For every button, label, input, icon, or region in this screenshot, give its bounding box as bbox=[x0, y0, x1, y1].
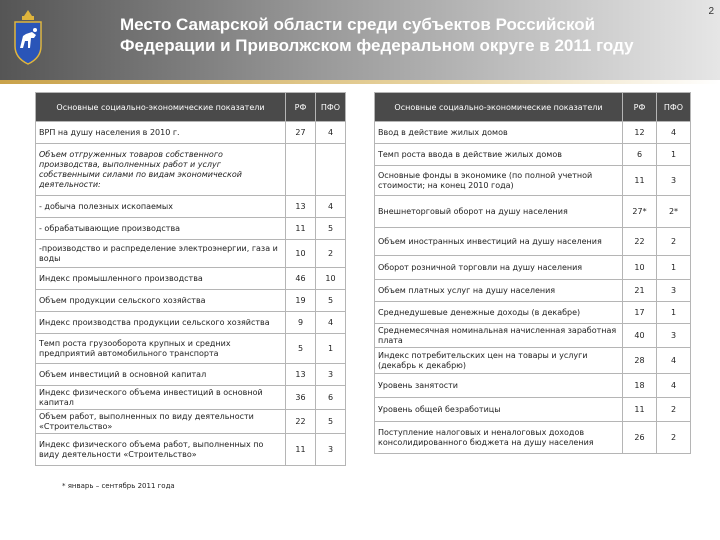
rf-rank: 17 bbox=[623, 302, 657, 324]
rf-rank: 13 bbox=[286, 196, 316, 218]
row-label: Основные фонды в экономике (по полной учетной стоимости; на конец 2010 года) bbox=[375, 166, 623, 196]
rf-rank: 11 bbox=[623, 166, 657, 196]
pfo-rank: 1 bbox=[316, 334, 346, 364]
row-label: Внешнеторговый оборот на душу населения bbox=[375, 196, 623, 228]
rf-rank: 27* bbox=[623, 196, 657, 228]
table-row bbox=[36, 434, 346, 466]
pfo-rank: 10 bbox=[316, 268, 346, 290]
row-label: Объем продукции сельского хозяйства bbox=[36, 290, 286, 312]
table-row bbox=[36, 196, 346, 218]
pfo-rank: 3 bbox=[316, 364, 346, 386]
rf-rank: 11 bbox=[286, 218, 316, 240]
rf-rank: 5 bbox=[286, 334, 316, 364]
table-row bbox=[36, 240, 346, 268]
rf-rank: 9 bbox=[286, 312, 316, 334]
row-label: Уровень общей безработицы bbox=[375, 398, 623, 422]
left-col-header-pfo: ПФО bbox=[316, 93, 346, 122]
row-label: Поступление налоговых и неналоговых доходов консолидированного бюджета на душу населения bbox=[375, 422, 623, 454]
row-label: - добыча полезных ископаемых bbox=[36, 196, 286, 218]
rf-rank: 46 bbox=[286, 268, 316, 290]
rf-rank: 22 bbox=[623, 228, 657, 256]
pfo-rank: 5 bbox=[316, 410, 346, 434]
pfo-rank: 2 bbox=[657, 422, 691, 454]
rf-rank: 22 bbox=[286, 410, 316, 434]
rf-rank: 28 bbox=[623, 348, 657, 374]
pfo-rank: 4 bbox=[316, 122, 346, 144]
rf-rank: 11 bbox=[286, 434, 316, 466]
rf-rank: 10 bbox=[623, 256, 657, 280]
row-label: Среднедушевые денежные доходы (в декабре) bbox=[375, 302, 623, 324]
table-row bbox=[36, 290, 346, 312]
pfo-rank: 2 bbox=[657, 228, 691, 256]
row-label: Индекс потребительских цен на товары и услуги (декабрь к декабрю) bbox=[375, 348, 623, 374]
rf-rank: 19 bbox=[286, 290, 316, 312]
rf-rank: 12 bbox=[623, 122, 657, 144]
pfo-rank: 3 bbox=[316, 434, 346, 466]
table-row bbox=[36, 122, 346, 144]
table-row bbox=[36, 410, 346, 434]
table-row bbox=[375, 228, 691, 256]
pfo-rank: 1 bbox=[657, 256, 691, 280]
pfo-rank: 2 bbox=[657, 398, 691, 422]
region-emblem-icon bbox=[10, 8, 46, 66]
rf-rank: 27 bbox=[286, 122, 316, 144]
row-label: Индекс производства продукции сельского хозяйства bbox=[36, 312, 286, 334]
row-label: Объем иностранных инвестиций на душу населения bbox=[375, 228, 623, 256]
title-line-1: Место Самарской области среди субъектов Российской bbox=[120, 15, 596, 34]
left-col-header-rf: РФ bbox=[286, 93, 316, 122]
table-row bbox=[36, 218, 346, 240]
row-label: Индекс физического объема работ, выполненных по виду деятельности «Строительство» bbox=[36, 434, 286, 466]
table-row bbox=[36, 386, 346, 410]
row-label: Индекс физического объема инвестиций в основной капитал bbox=[36, 386, 286, 410]
row-label: Среднемесячная номинальная начисленная заработная плата bbox=[375, 324, 623, 348]
row-label: Объем платных услуг на душу населения bbox=[375, 280, 623, 302]
row-label: Темп роста ввода в действие жилых домов bbox=[375, 144, 623, 166]
row-label: Объем работ, выполненных по виду деятельности «Строительство» bbox=[36, 410, 286, 434]
pfo-rank bbox=[316, 144, 346, 196]
left-col-header-indicators: Основные социально-экономические показатели bbox=[36, 93, 286, 122]
table-row bbox=[375, 374, 691, 398]
pfo-rank: 5 bbox=[316, 290, 346, 312]
page-title bbox=[120, 14, 680, 56]
rf-rank: 36 bbox=[286, 386, 316, 410]
left-indicators-table bbox=[35, 92, 346, 466]
right-col-header-indicators: Основные социально-экономические показатели bbox=[375, 93, 623, 122]
table-row bbox=[375, 398, 691, 422]
rf-rank: 10 bbox=[286, 240, 316, 268]
rf-rank: 40 bbox=[623, 324, 657, 348]
table-row bbox=[36, 364, 346, 386]
rf-rank: 13 bbox=[286, 364, 316, 386]
row-label: -производство и распределение электроэнергии, газа и воды bbox=[36, 240, 286, 268]
pfo-rank: 6 bbox=[316, 386, 346, 410]
right-col-header-rf: РФ bbox=[623, 93, 657, 122]
pfo-rank: 5 bbox=[316, 218, 346, 240]
pfo-rank: 4 bbox=[316, 312, 346, 334]
table-row bbox=[375, 196, 691, 228]
table-row bbox=[375, 122, 691, 144]
row-label: Индекс промышленного производства bbox=[36, 268, 286, 290]
pfo-rank: 4 bbox=[316, 196, 346, 218]
title-line-2: Федерации и Приволжском федеральном округе в 2011 году bbox=[120, 36, 634, 55]
pfo-rank: 3 bbox=[657, 166, 691, 196]
pfo-rank: 3 bbox=[657, 280, 691, 302]
rf-rank: 26 bbox=[623, 422, 657, 454]
pfo-rank: 4 bbox=[657, 374, 691, 398]
row-label: Объем инвестиций в основной капитал bbox=[36, 364, 286, 386]
pfo-rank: 2* bbox=[657, 196, 691, 228]
pfo-rank: 2 bbox=[316, 240, 346, 268]
row-label: Уровень занятости bbox=[375, 374, 623, 398]
left-table-header-row bbox=[36, 93, 346, 122]
table-row bbox=[375, 422, 691, 454]
row-label: Темп роста грузооборота крупных и средних предприятий автомобильного транспорта bbox=[36, 334, 286, 364]
right-col-header-pfo: ПФО bbox=[657, 93, 691, 122]
rf-rank: 21 bbox=[623, 280, 657, 302]
row-label: Объем отгруженных товаров собственного производства, выполненных работ и услуг собственными силами по видам экономической деятельности: bbox=[36, 144, 286, 196]
pfo-rank: 1 bbox=[657, 302, 691, 324]
page-number: 2 bbox=[708, 6, 714, 17]
table-row bbox=[375, 324, 691, 348]
table-row bbox=[375, 302, 691, 324]
pfo-rank: 1 bbox=[657, 144, 691, 166]
rf-rank: 18 bbox=[623, 374, 657, 398]
table-row bbox=[36, 268, 346, 290]
right-table-header-row bbox=[375, 93, 691, 122]
row-label: Ввод в действие жилых домов bbox=[375, 122, 623, 144]
table-row bbox=[375, 166, 691, 196]
table-row bbox=[36, 144, 346, 196]
rf-rank: 6 bbox=[623, 144, 657, 166]
table-row bbox=[375, 144, 691, 166]
rf-rank: 11 bbox=[623, 398, 657, 422]
table-row bbox=[375, 348, 691, 374]
table-row bbox=[36, 334, 346, 364]
pfo-rank: 4 bbox=[657, 348, 691, 374]
pfo-rank: 3 bbox=[657, 324, 691, 348]
row-label: ВРП на душу населения в 2010 г. bbox=[36, 122, 286, 144]
pfo-rank: 4 bbox=[657, 122, 691, 144]
table-row bbox=[36, 312, 346, 334]
row-label: Оборот розничной торговли на душу населения bbox=[375, 256, 623, 280]
rf-rank bbox=[286, 144, 316, 196]
footnote: * январь – сентябрь 2011 года bbox=[62, 482, 175, 490]
table-row bbox=[375, 280, 691, 302]
header-accent-line bbox=[0, 80, 720, 84]
table-row bbox=[375, 256, 691, 280]
row-label: - обрабатывающие производства bbox=[36, 218, 286, 240]
right-indicators-table bbox=[374, 92, 691, 454]
